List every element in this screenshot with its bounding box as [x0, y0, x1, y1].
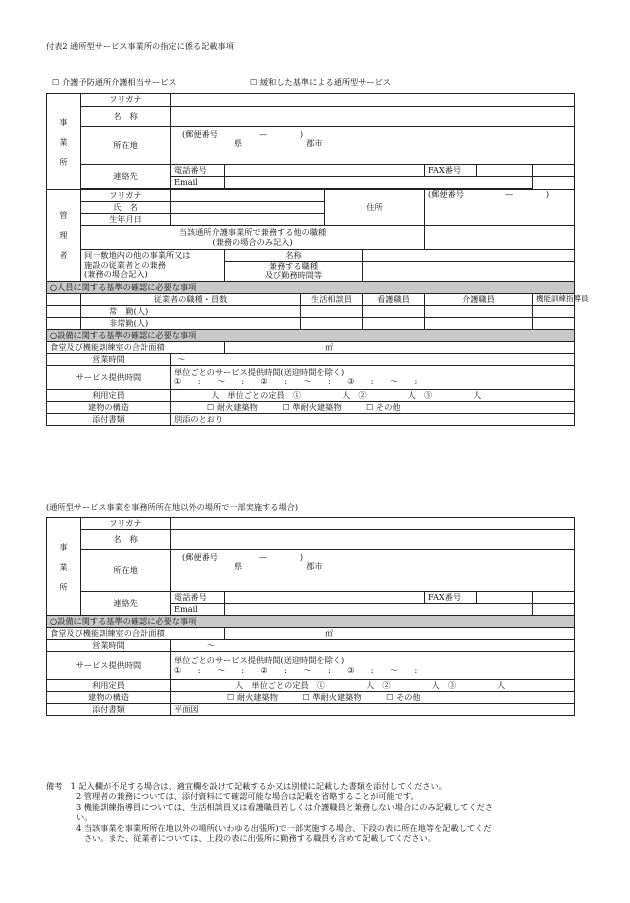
checkbox-relaxed-standard[interactable]: ☐ 緩和した基準による通所型サービス [250, 77, 391, 87]
branch-email-label: Email [171, 604, 225, 616]
branch-contact-label: 連絡先 [81, 592, 171, 616]
note-1: 1 記入欄が不足する場合は、適宜欄を設けて記載するか又は別様に記載した書類を添付してください。 [70, 781, 447, 791]
facility-capacity-label: 利用定員 [47, 389, 171, 401]
office-furigana-label: フリガナ [81, 94, 171, 107]
branch-service-time-field[interactable]: 単位ごとのサービス提供時間(送迎時間を除く) ① : 〜 : ② : 〜 : ③ : 〜 : [171, 652, 575, 680]
office-fax-label: FAX番号 [425, 165, 477, 177]
office-name-label: 名 称 [81, 107, 171, 127]
manager-address-label: 住所 [325, 190, 425, 226]
manager-other-job-label: 当該通所介護事業所で兼務する他の職種 (兼務の場合のみ記入) [81, 226, 425, 250]
staff-col-nurse: 看護職員 [363, 293, 425, 305]
manager-name-label: 氏 名 [81, 202, 171, 214]
manager-same-site-job-field[interactable] [363, 262, 575, 282]
branch-structure-label: 建物の構造 [47, 692, 171, 704]
branch-area-label: 食堂及び機能訓練室の合計面積 [47, 628, 225, 640]
office-email-label: Email [171, 177, 225, 189]
staff-parttime-nurse[interactable] [363, 317, 425, 329]
branch-heading: (通所型サービス事業を事務所所在地以外の場所で一部実施する場合) [46, 502, 299, 512]
note-4: 4 当該事業を事業所所在地以外の場所(いわゆる出張所)で一部実施する場合、下段の表に所在地等を記載してくだ [76, 822, 492, 833]
manager-section-label: 管 理 者 [47, 190, 81, 282]
facility-service-time-field[interactable]: 単位ごとのサービス提供時間(送迎時間を除く) ① : 〜 : ② : 〜 : ③ : 〜 : [171, 365, 575, 389]
manager-other-job-field[interactable] [425, 226, 575, 250]
notes-label: 備考 [46, 781, 63, 791]
manager-name-field[interactable] [171, 202, 325, 214]
office-address-label: 所在地 [81, 127, 171, 165]
office-contact-label: 連絡先 [81, 165, 171, 189]
facility-area-field[interactable]: ㎡ [225, 341, 575, 353]
facility-area-label: 食堂及び機能訓練室の合計面積 [47, 341, 225, 353]
staff-fulltime-label: 常 勤(人) [81, 305, 301, 317]
staff-parttime-caregiver[interactable] [425, 317, 533, 329]
staff-fulltime-nurse[interactable] [363, 305, 425, 317]
staff-col-caregiver: 介護職員 [425, 293, 533, 305]
branch-fax-label: FAX番号 [425, 592, 477, 604]
checkbox-preventive-care[interactable]: ☐ 介護予防通所介護相当サービス [52, 77, 177, 87]
office-tel-field[interactable] [225, 165, 425, 177]
manager-address-field[interactable]: (郵便番号 — ) [425, 190, 575, 226]
facility-structure-label: 建物の構造 [47, 401, 171, 413]
facility-attach-label: 添付書類 [47, 413, 171, 425]
note-2: 2 管理者の兼務については、添付資料にて確認可能な場合は記載を省略することが可能です。 [76, 791, 419, 802]
staff-col-counselor: 生活相談員 [301, 293, 363, 305]
branch-form-table [46, 517, 575, 716]
office-name-field[interactable] [171, 107, 575, 127]
office-tel-label: 電話番号 [171, 165, 225, 177]
staff-parttime-trainer[interactable] [533, 317, 575, 329]
facility-heading: ○設備に関する基準の確認に必要な事項 [47, 329, 575, 341]
staff-fulltime-counselor[interactable] [301, 305, 363, 317]
branch-tel-label: 電話番号 [171, 592, 225, 604]
branch-office-label: 事 業 所 [47, 518, 81, 616]
office-furigana-field[interactable] [171, 94, 575, 107]
manager-same-site-name-label: 名称 [225, 250, 363, 262]
office-fax-field[interactable] [477, 165, 533, 177]
office-address-field[interactable]: (郵便番号 — ) 県 郡市 [171, 127, 575, 165]
branch-hours-label: 営業時間 [47, 640, 171, 652]
office-section-label: 事 業 所 [47, 94, 81, 190]
manager-same-site-job-label: 兼務する職種 及び勤務時間等 [225, 262, 363, 282]
staff-fulltime-caregiver[interactable] [425, 305, 533, 317]
staff-col-trainer: 機能訓練指導員 [533, 293, 575, 305]
branch-facility-heading: ○設備に関する基準の確認に必要な事項 [47, 616, 575, 628]
branch-service-time-label: サービス提供時間 [47, 652, 171, 680]
staff-fulltime-trainer[interactable] [533, 305, 575, 317]
manager-birth-field[interactable] [171, 214, 325, 226]
branch-email-field[interactable] [225, 604, 533, 616]
facility-service-time-label: サービス提供時間 [47, 365, 171, 389]
branch-attach-field[interactable]: 平面図 [171, 704, 575, 716]
branch-area-field[interactable]: ㎡ [225, 628, 575, 640]
branch-name-label: 名 称 [81, 530, 171, 550]
staff-header: 従業者の職種・員数 [81, 293, 301, 305]
branch-name-field[interactable] [171, 530, 575, 550]
branch-capacity-label: 利用定員 [47, 680, 171, 692]
branch-attach-label: 添付書類 [47, 704, 171, 716]
manager-same-site-label: 同一敷地内の他の事業所又は 施設の従業者との兼務 (兼務の場合記入) [81, 250, 225, 282]
page-title: 付表2 通所型サービス事業所の指定に係る記載事項 [46, 41, 234, 51]
facility-hours-field[interactable]: 〜 [171, 353, 575, 365]
facility-hours-label: 営業時間 [47, 353, 171, 365]
branch-capacity-field[interactable]: 人 単位ごとの定員 ① 人 ② 人 ③ 人 [171, 680, 575, 692]
staff-heading: ○人員に関する基準の確認に必要な事項 [47, 281, 575, 293]
note-3: 3 機能訓練指導員については、生活相談員又は看護職員若しくは介護職員と兼務しない場合にのみ記載してくださ [76, 801, 494, 812]
manager-furigana-field[interactable] [171, 190, 325, 202]
facility-structure-options[interactable]: ☐ 耐火建築物 ☐ 準耐火建築物 ☐ その他 [171, 401, 575, 413]
branch-address-field[interactable]: (郵便番号 — ) 県 郡市 [171, 550, 575, 592]
main-form-table [46, 93, 589, 426]
branch-fax-field[interactable] [477, 592, 533, 604]
facility-capacity-field[interactable]: 人 単位ごとの定員 ① 人 ② 人 ③ 人 [171, 389, 575, 401]
manager-same-site-name-field[interactable] [363, 250, 575, 262]
staff-parttime-counselor[interactable] [301, 317, 363, 329]
branch-address-label: 所在地 [81, 550, 171, 592]
office-email-field[interactable] [225, 177, 533, 189]
branch-furigana-field[interactable] [171, 518, 575, 530]
manager-furigana-label: フリガナ [81, 190, 171, 202]
branch-furigana-label: フリガナ [81, 518, 171, 530]
branch-hours-field[interactable]: 〜 [171, 640, 575, 652]
branch-structure-options[interactable]: ☐ 耐火建築物 ☐ 準耐火建築物 ☐ その他 [171, 692, 575, 704]
branch-tel-field[interactable] [225, 592, 425, 604]
manager-birth-label: 生年月日 [81, 214, 171, 226]
note-3-cont: い。 [76, 812, 93, 823]
note-4-cont: さい。また、従業者については、上段の表に出張所に勤務する職員も含めて記載してください。 [84, 833, 436, 844]
facility-attach-field[interactable]: 別添のとおり [171, 413, 575, 425]
notes-section [46, 782, 582, 845]
staff-parttime-label: 非常勤(人) [81, 317, 301, 329]
